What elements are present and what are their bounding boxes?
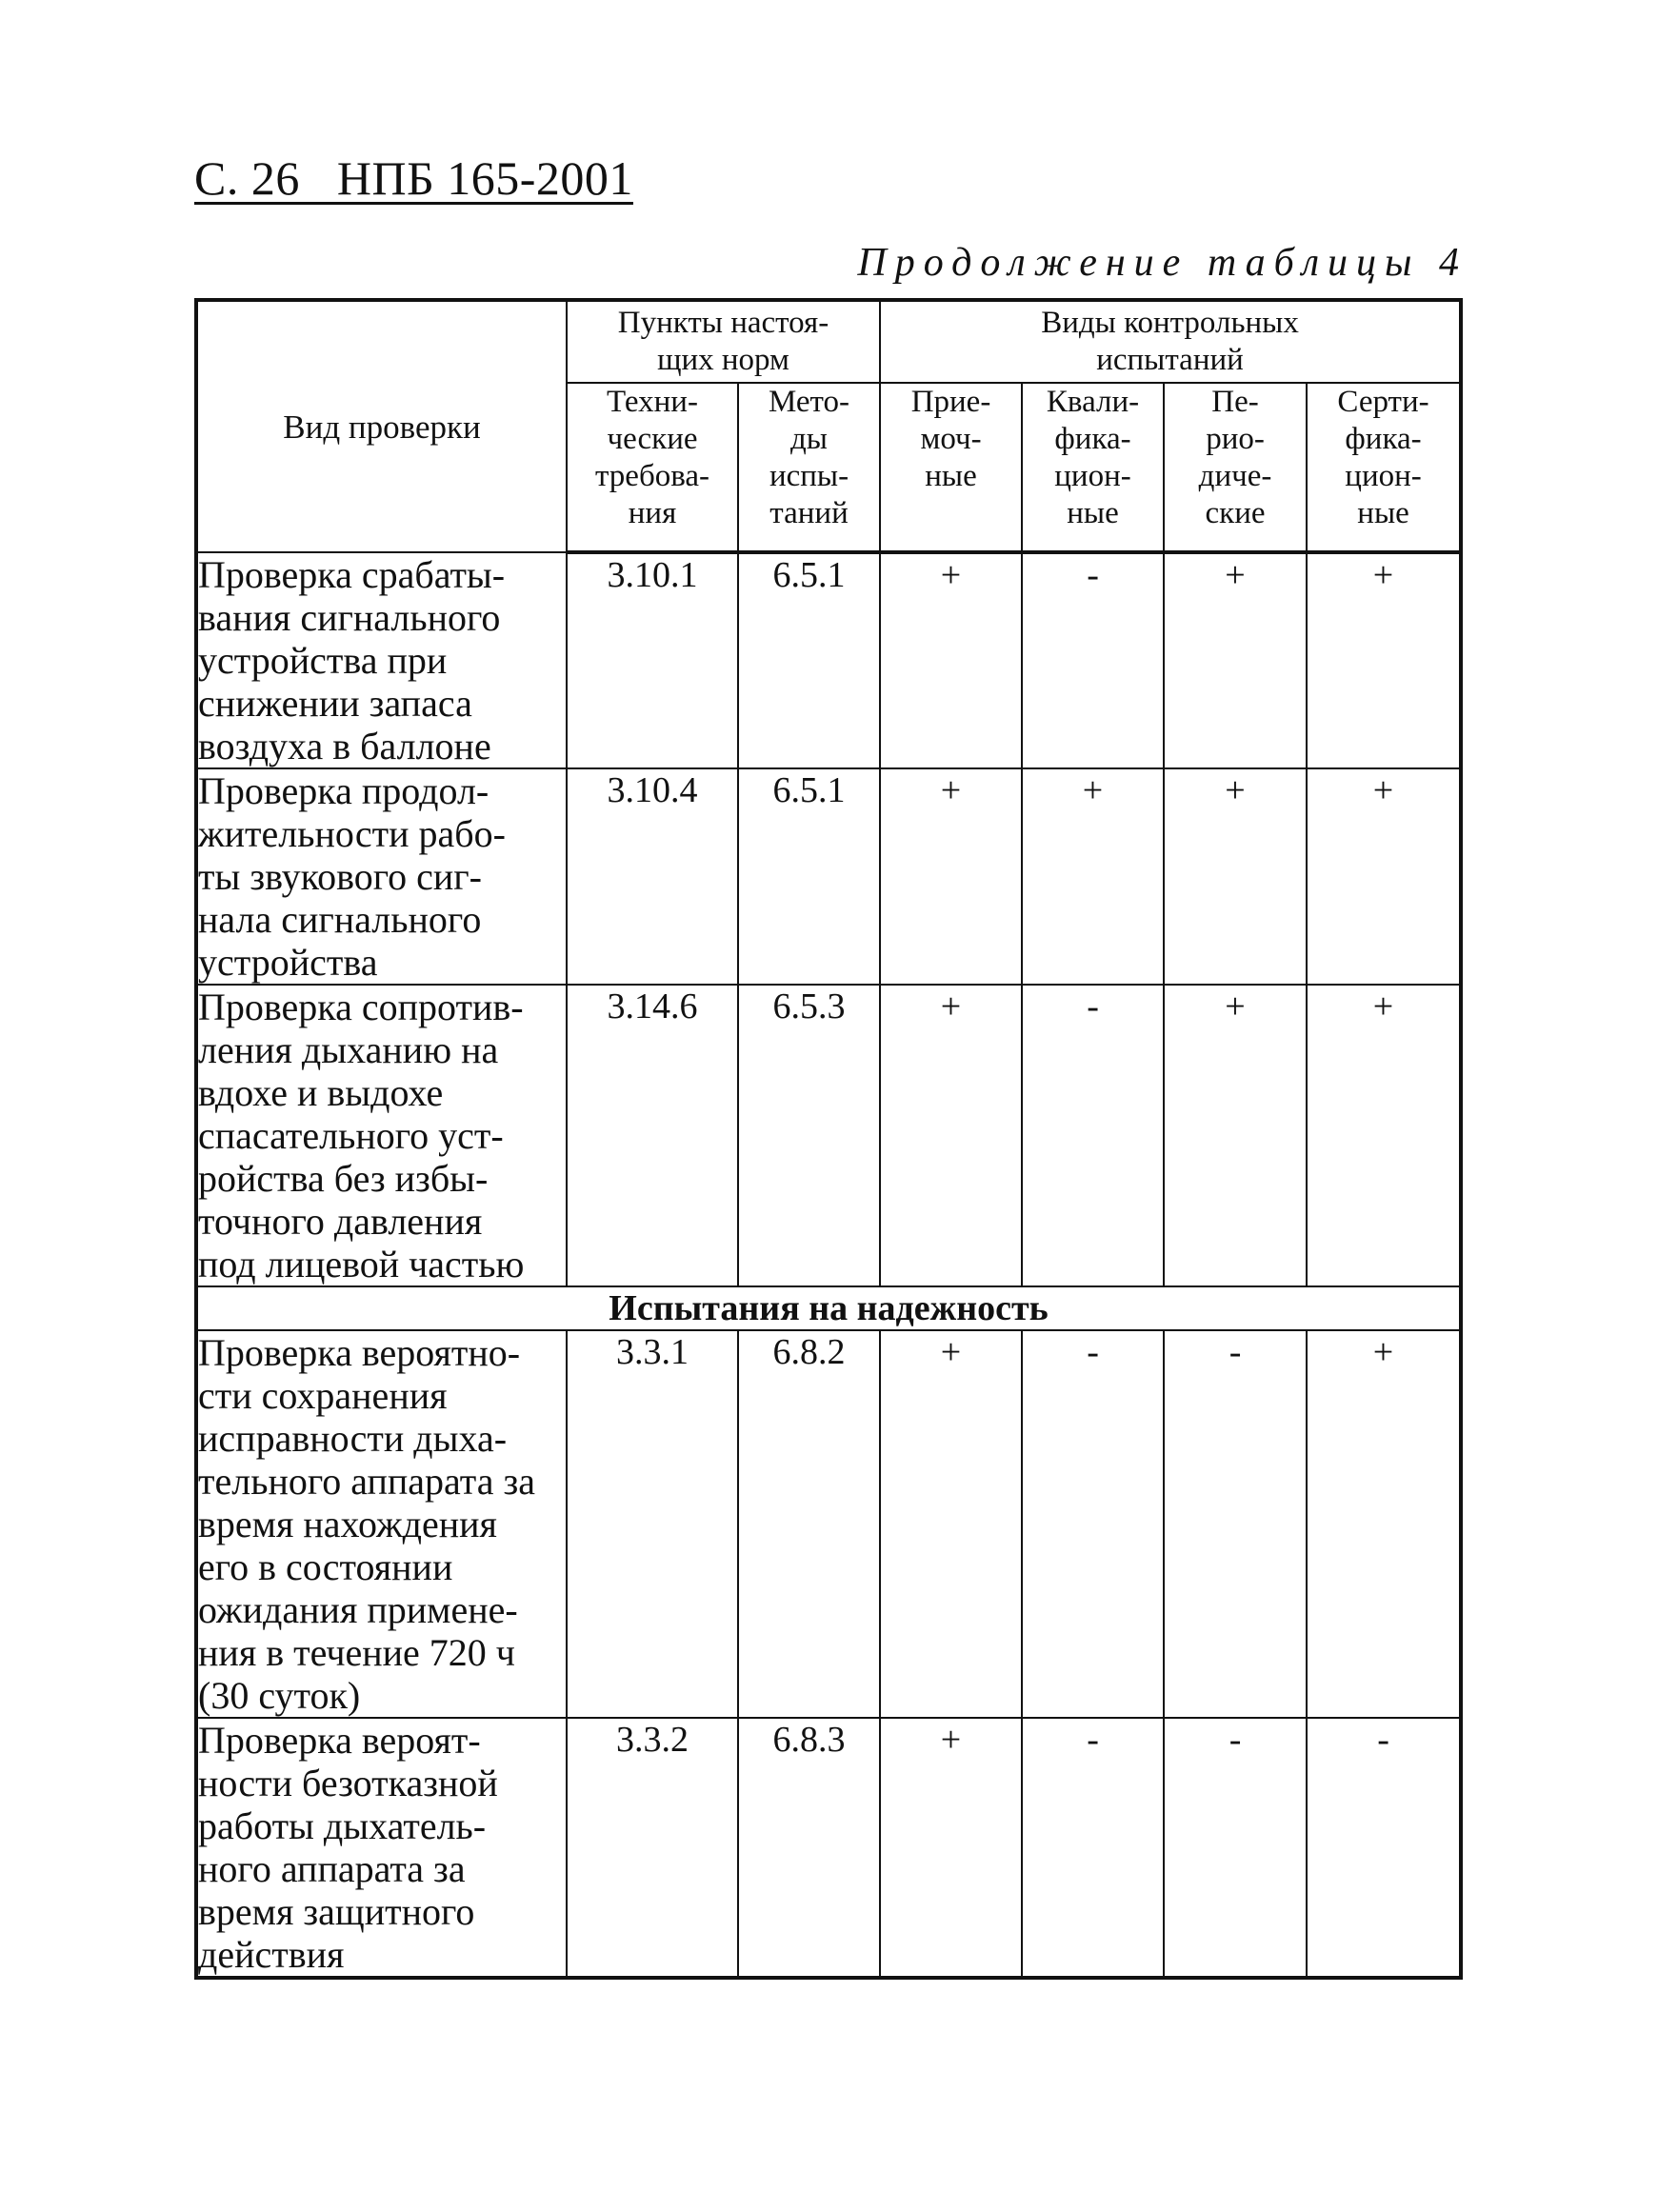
method-clause: 6.8.3	[738, 1718, 880, 1978]
acceptance-mark: +	[880, 768, 1022, 985]
acceptance-mark: +	[880, 1718, 1022, 1978]
table-row	[196, 768, 1461, 985]
table-row	[196, 1330, 1461, 1718]
periodic-mark: +	[1164, 768, 1307, 985]
header-acceptance: Прие- моч- ные	[880, 383, 1022, 552]
periodic-mark: +	[1164, 985, 1307, 1286]
check-description: Проверка продол- жительности рабо- ты звукового сиг- нала сигнального устройства	[196, 768, 567, 985]
acceptance-mark: +	[880, 985, 1022, 1286]
periodic-mark: -	[1164, 1718, 1307, 1978]
periodic-mark: -	[1164, 1330, 1307, 1718]
header-technical-requirements: Техни- ческие требова- ния	[567, 383, 738, 552]
table-row	[196, 985, 1461, 1286]
certification-mark: +	[1307, 1330, 1461, 1718]
certification-mark: +	[1307, 552, 1461, 768]
requirement-clause: 3.3.2	[567, 1718, 738, 1978]
header-qualification: Квали- фика- цион- ные	[1022, 383, 1164, 552]
certification-mark: -	[1307, 1718, 1461, 1978]
section-heading-reliability: Испытания на надежность	[196, 1286, 1461, 1330]
requirement-clause: 3.10.4	[567, 768, 738, 985]
method-clause: 6.5.3	[738, 985, 880, 1286]
qualification-mark: -	[1022, 985, 1164, 1286]
header-test-types: Виды контрольных испытаний	[880, 300, 1461, 383]
page-header: С. 26 НПБ 165-2001	[194, 151, 633, 205]
qualification-mark: -	[1022, 552, 1164, 768]
method-clause: 6.8.2	[738, 1330, 880, 1718]
qualification-mark: -	[1022, 1330, 1164, 1718]
header-test-methods: Мето- ды испы- таний	[738, 383, 880, 552]
certification-mark: +	[1307, 985, 1461, 1286]
periodic-mark: +	[1164, 552, 1307, 768]
check-description: Проверка вероят- ности безотказной работы дыхатель- ного аппарата за время защитного действия	[196, 1718, 567, 1978]
table-row	[196, 552, 1461, 768]
header-norm-clauses: Пункты настоя- щих норм	[567, 300, 880, 383]
qualification-mark: +	[1022, 768, 1164, 985]
acceptance-mark: +	[880, 1330, 1022, 1718]
certification-mark: +	[1307, 768, 1461, 985]
check-description: Проверка сопротив- ления дыханию на вдохе и выдохе спасательного уст- ройства без избы- точного давления под лицевой частью	[196, 985, 567, 1286]
method-clause: 6.5.1	[738, 768, 880, 985]
header-periodic: Пе- рио- диче- ские	[1164, 383, 1307, 552]
requirement-clause: 3.3.1	[567, 1330, 738, 1718]
check-description: Проверка срабаты- вания сигнального устройства при снижении запаса воздуха в баллоне	[196, 552, 567, 768]
inspection-table	[194, 298, 1463, 1980]
check-description: Проверка вероятно- сти сохранения исправности дыха- тельного аппарата за время нахождения его в состоянии ожидания примене- ния в течение 720 ч (30 суток)	[196, 1330, 567, 1718]
section-row	[196, 1286, 1461, 1330]
method-clause: 6.5.1	[738, 552, 880, 768]
requirement-clause: 3.14.6	[567, 985, 738, 1286]
header-check-type: Вид проверки	[196, 300, 567, 552]
table-row	[196, 1718, 1461, 1978]
acceptance-mark: +	[880, 552, 1022, 768]
qualification-mark: -	[1022, 1718, 1164, 1978]
requirement-clause: 3.10.1	[567, 552, 738, 768]
table-continuation-caption: Продолжение таблицы 4	[857, 241, 1468, 285]
header-certification: Серти- фика- цион- ные	[1307, 383, 1461, 552]
